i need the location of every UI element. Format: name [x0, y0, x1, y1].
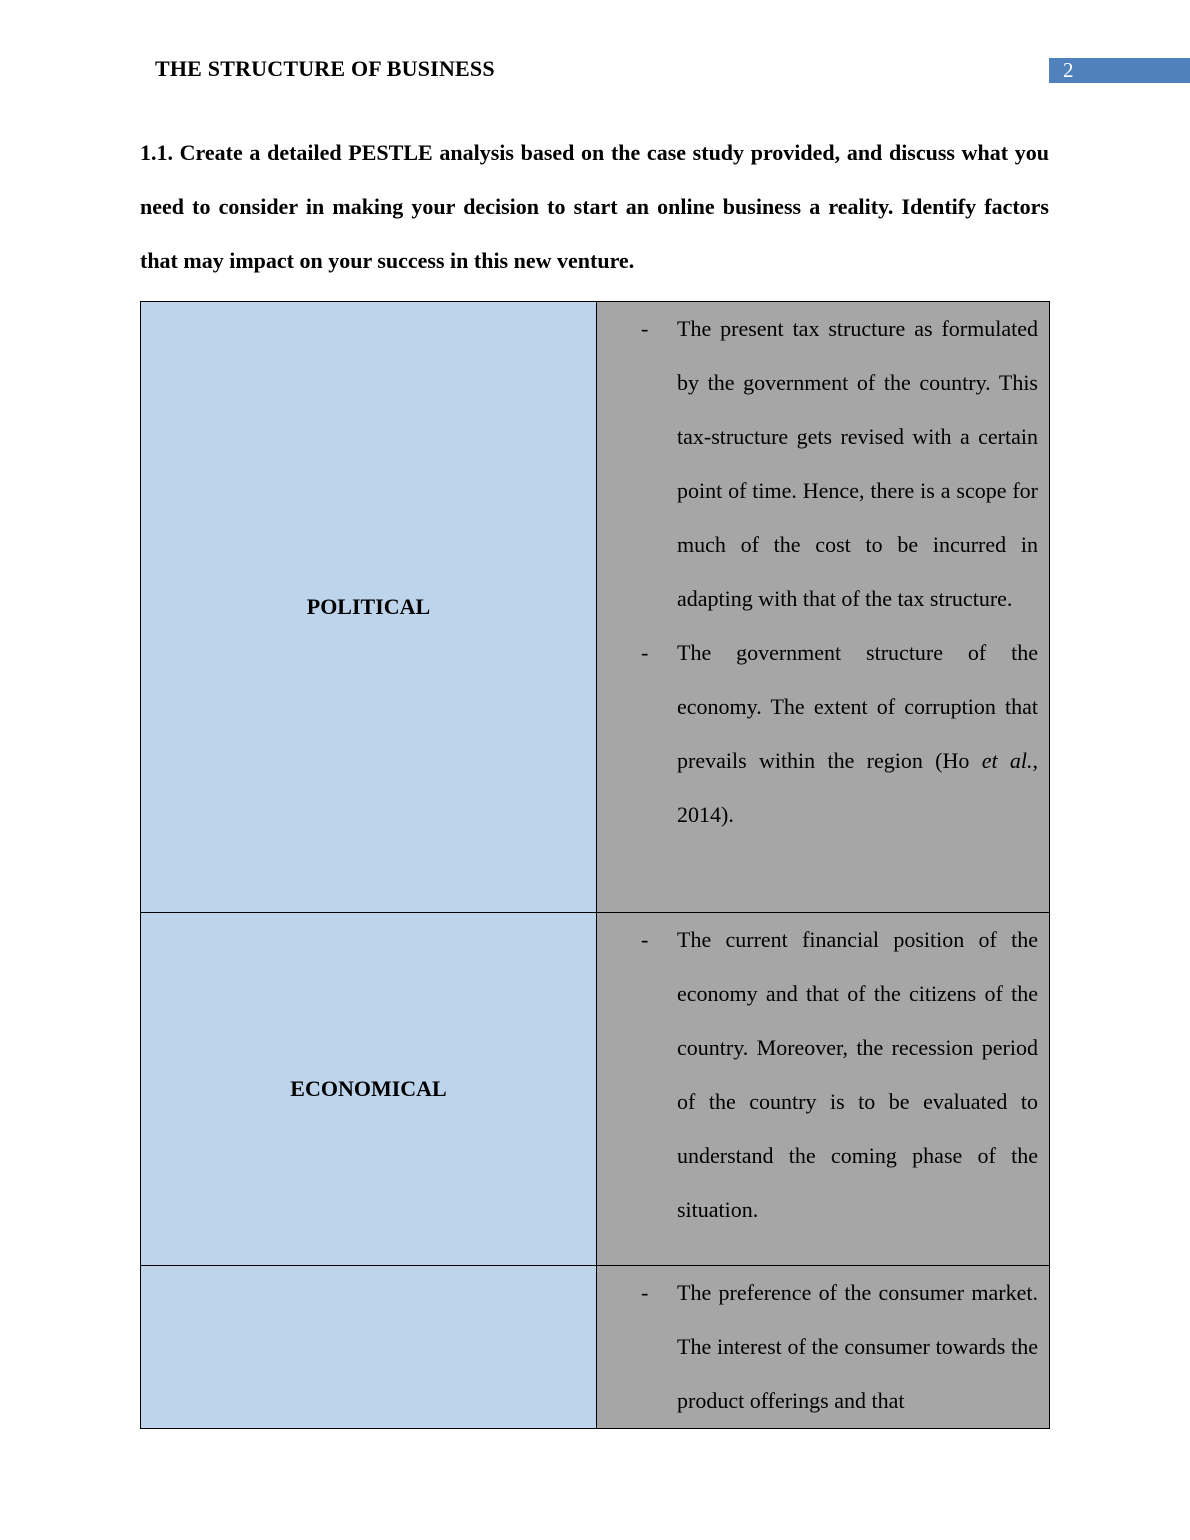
factor-cell-social: [141, 1266, 597, 1429]
factor-cell-political: POLITICAL: [141, 302, 597, 913]
point-text: The government structure of the economy. The extent of corruption that prevails within the region (Ho: [677, 640, 1038, 773]
running-header-title: THE STRUCTURE OF BUSINESS: [155, 56, 495, 81]
details-cell-social: [597, 1266, 1050, 1429]
list-item: [597, 626, 1038, 842]
factor-cell-economical: ECONOMICAL: [141, 913, 597, 1266]
table-row-social: [141, 1266, 1050, 1429]
page-number: 2: [1049, 58, 1190, 83]
list-item: [597, 302, 1038, 626]
details-cell-economical: [597, 913, 1050, 1266]
point-text: The present tax structure as formulated by the government of the country. This tax-structure gets revised with a certain point of time. Hence, there is a scope for much of the cost to be incurred in adapting with that of the tax structure.: [677, 316, 1038, 611]
table-row-economical: [141, 913, 1050, 1266]
bullet-dash: -: [641, 640, 649, 665]
question-heading: 1.1. Create a detailed PESTLE analysis based on the case study provided, and discuss what you need to consider in making your decision to start an online business a reality. Identify factors that may impact on your success in this new venture.: [140, 140, 1049, 273]
point-text: The preference of the consumer market. The interest of the consumer towards the product offerings and that: [677, 1280, 1038, 1413]
point-text: The current financial position of the economy and that of the citizens of the country. Moreover, the recession period of the country is to be evaluated to understand the coming phase of the situation.: [677, 927, 1038, 1222]
list-item: [597, 1266, 1038, 1428]
bullet-dash: -: [641, 1280, 649, 1305]
bullet-dash: -: [641, 927, 649, 952]
point-text-end: , 2014).: [677, 748, 1038, 827]
citation-italic: et al.: [981, 748, 1033, 773]
table-row-political: [141, 302, 1050, 913]
details-cell-political: [597, 302, 1050, 913]
bullet-dash: -: [641, 316, 649, 341]
list-item: [597, 913, 1038, 1237]
pestle-table: [140, 301, 1050, 1429]
